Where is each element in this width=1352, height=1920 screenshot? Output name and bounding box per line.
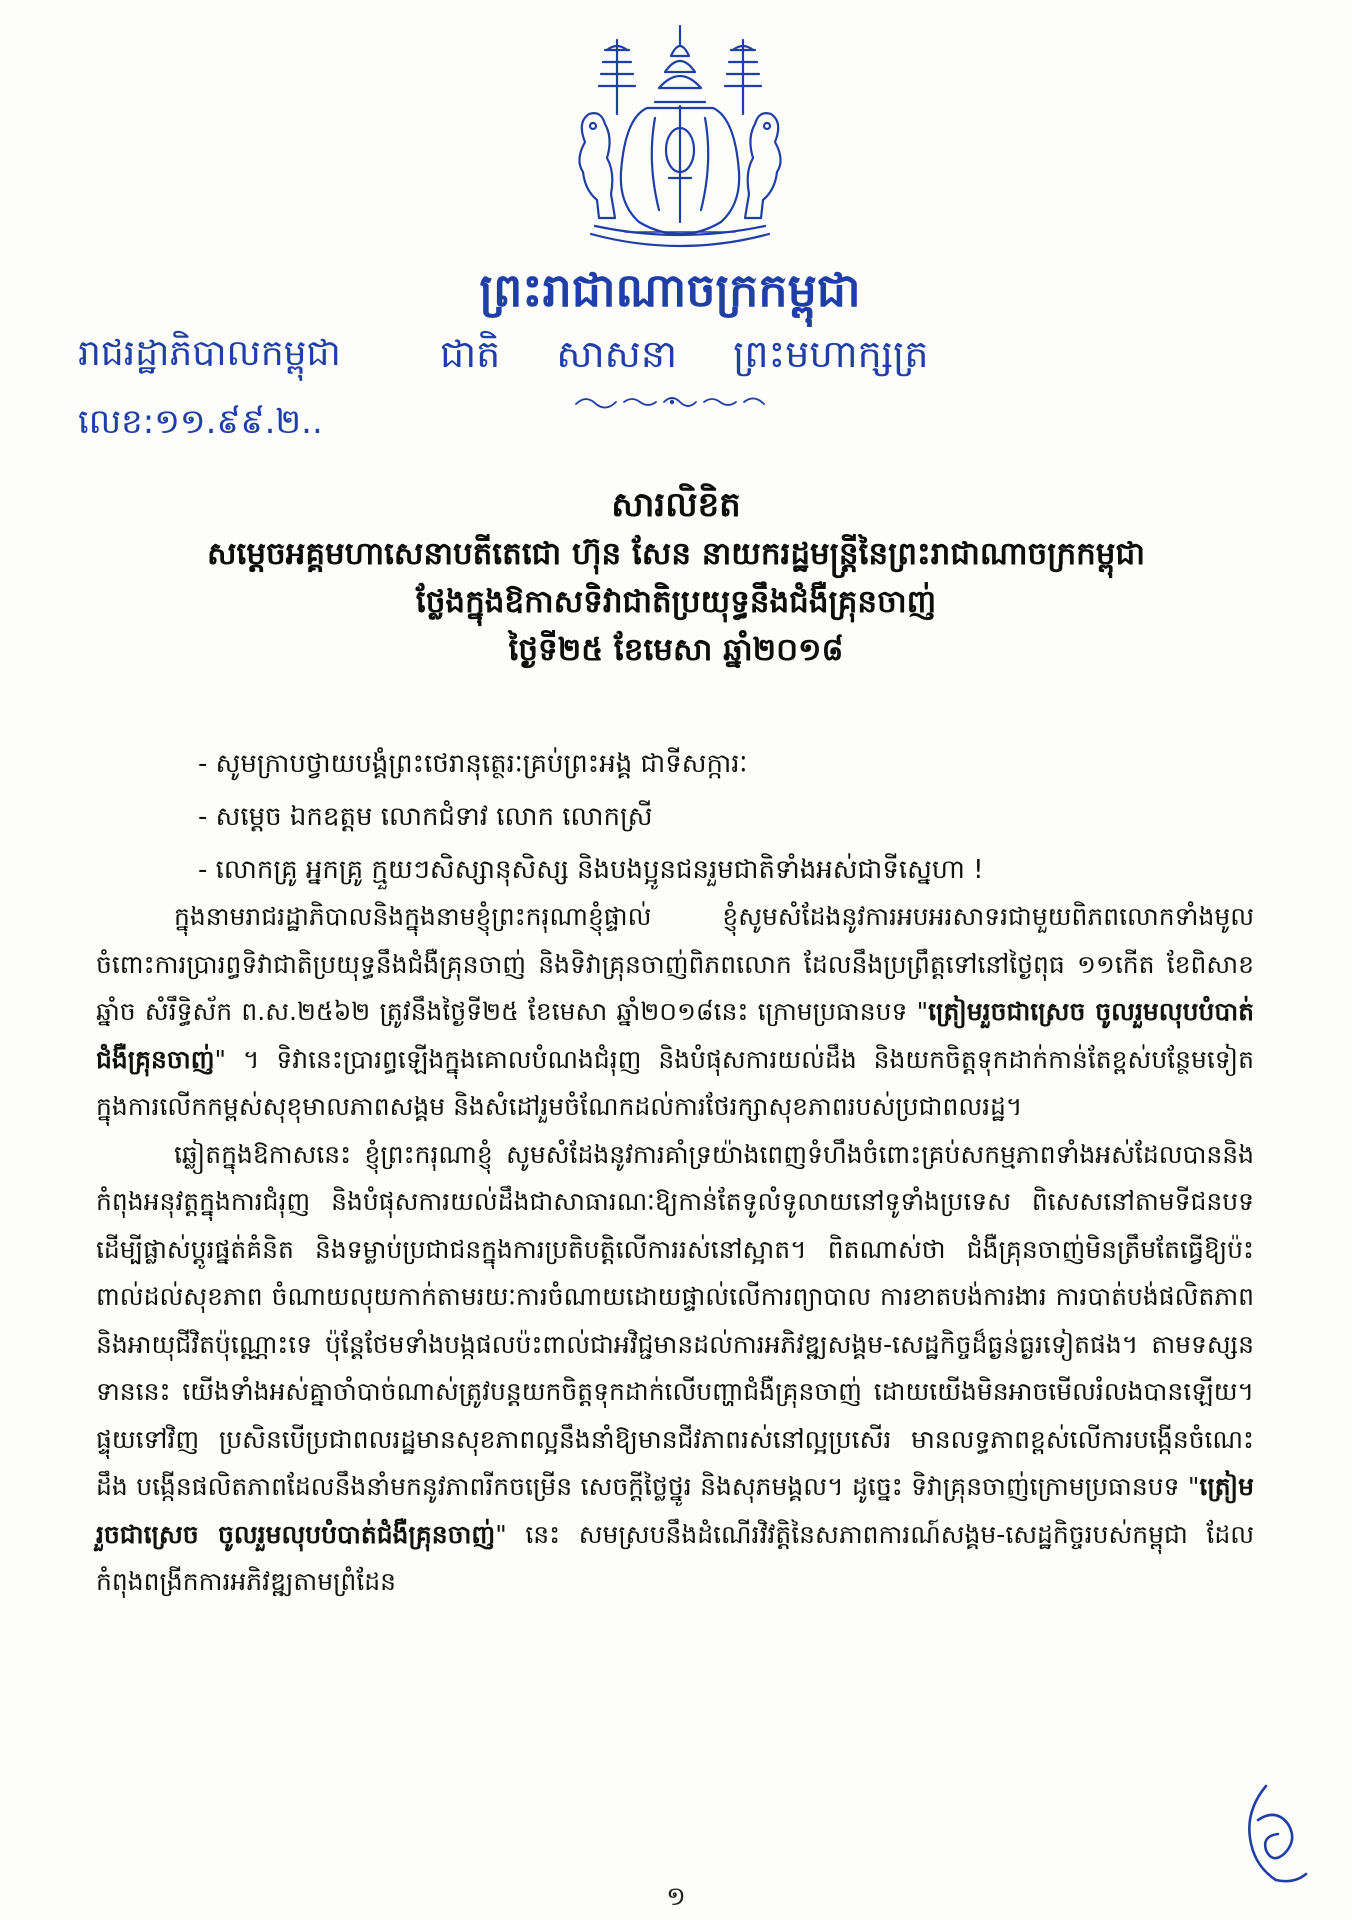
date-title: ថ្ងៃទី២៥ ខែមេសា ឆ្នាំ២០១៨ bbox=[508, 632, 844, 668]
government-name: រាជរដ្ឋាភិបាលកម្ពុជា bbox=[78, 333, 341, 374]
body-paragraph-2 bbox=[96, 1131, 1254, 1606]
royal-coat-of-arms-icon bbox=[555, 22, 805, 260]
kingdom-name: ព្រះរាជាណាចក្រកម្ពុជា bbox=[479, 263, 861, 317]
campaign-theme: ត្រៀមរួចជាស្រេច ចូលរួមលុបបំបាត់ជំងឺគ្រុនចាញ់ bbox=[96, 1472, 1254, 1549]
paragraph-text: ក្នុងនាមរាជរដ្ឋាភិបាលនិងក្នុងនាមខ្ញុំព្រះករុណាខ្ញុំផ្ទាល់ ខ្ញុំសូមសំដែងនូវការអបអរសាទរជាមួយពិភពលោកទាំងមូល ចំពោះការប្រារព្ធទិវាជាតិប្រយុទ្ធនឹងជំងឺគ្រុនចាញ់ និងទិវាគ្រុនចាញ់ពិភពលោក ដែលនឹងប្រព្រឹត្តទៅនៅថ្ងៃពុធ ១១កើត ខែពិសាខ ឆ្នាំច សំរឹទ្ធិស័ក ព.ស.២៥៦២ ត្រូវនឹងថ្ងៃទី២៥ ខែមេសា ឆ្នាំ២០១៨នេះ ក្រោមប្រធានបទ " bbox=[96, 902, 1254, 1026]
signature-icon bbox=[1236, 1780, 1316, 1892]
document-type-title: សារលិខិត bbox=[611, 485, 741, 525]
paragraph-text: ឆ្លៀតក្នុងឱកាសនេះ ខ្ញុំព្រះករុណាខ្ញុំ សូមសំដែងនូវការគាំទ្រយ៉ាងពេញទំហឹងចំពោះគ្រប់សកម្មភាពទាំងអស់ដែលបាននិងកំពុងអនុវត្តក្នុងការជំរុញ និងបំផុសការយល់ដឹងជាសាធារណៈឱ្យកាន់តែទូលំទូលាយនៅទូទាំងប្រទេស ពិសេសនៅតាមទីជនបទ ដើម្បីផ្លាស់ប្តូរផ្នត់គំនិត និងទម្លាប់ប្រជាជនក្នុងការប្រតិបត្តិលើការរស់នៅស្អាត។ ពិតណាស់ថា ជំងឺគ្រុនចាញ់មិនត្រឹមតែធ្វើឱ្យប៉ះពាល់ដល់សុខភាព ចំណាយលុយកាក់តាមរយៈការចំណាយដោយផ្ទាល់លើការព្យាបាល ការខាតបង់ការងារ ការបាត់បង់ផលិតភាព និងអាយុជីវិតប៉ុណ្ណោះទេ ប៉ុន្តែថែមទាំងបង្កផលប៉ះពាល់ជាអវិជ្ជមានដល់ការអភិវឌ្ឍសង្គម-សេដ្ឋកិច្ចដ៏ធ្ងន់ធ្ងរទៀតផង។ តាមទស្សនទាននេះ យើងទាំងអស់គ្នាចាំបាច់ណាស់ត្រូវបន្តយកចិត្តទុកដាក់លើបញ្ហាជំងឺគ្រុនចាញ់ ដោយយើងមិនអាចមើលរំលងបានឡើយ។ ផ្ទុយទៅវិញ ប្រសិនបើប្រជាពលរដ្ឋមានសុខភាពល្អនឹងនាំឱ្យមានជីវភាពរស់នៅល្អប្រសើរ មានលទ្ធភាពខ្ពស់លើការបង្កើនចំណេះដឹង បង្កើនផលិតភាពដែលនឹងនាំមកនូវភាពរីកចម្រើន សេចក្តីថ្លៃថ្នូរ និងសុភមង្គល។ ដូច្នេះ ទិវាគ្រុនចាញ់ក្រោមប្រធានបទ " bbox=[96, 1139, 1254, 1501]
paragraph-text: " ។ ទិវានេះប្រារព្ធឡើងក្នុងគោលបំណងជំរុញ និងបំផុសការយល់ដឹង និងយកចិត្តទុកដាក់កាន់តែខ្ពស់បន្ថែមទៀត ក្នុងការលើកកម្ពស់សុខុមាលភាពសង្គម និងសំដៅរួមចំណែកដល់ការថែរក្សាសុខភាពរបស់ប្រជាពលរដ្ឋ។ bbox=[96, 1044, 1254, 1121]
document-number: លេខ:១១.៩៩.២.. bbox=[78, 402, 323, 442]
motto-nation: ជាតិ bbox=[440, 332, 501, 376]
ornament-divider-icon bbox=[572, 390, 772, 414]
speaker-title: សម្តេចអគ្គមហាសេនាបតីតេជោ ហ៊ុន សែន នាយករដ្ឋមន្ត្រីនៃព្រះរាជាណាចក្រកម្ពុជា bbox=[206, 536, 1145, 572]
letter-body bbox=[96, 893, 1254, 1606]
occasion-title: ថ្លែងក្នុងឱកាសទិវាជាតិប្រយុទ្ធនឹងជំងឺគ្រុនចាញ់ bbox=[415, 584, 937, 620]
motto-religion: សាសនា bbox=[556, 332, 678, 376]
body-paragraph-1 bbox=[96, 893, 1254, 1131]
salutation-item: - សូមក្រាបថ្វាយបង្គំព្រះថេរានុត្ថេរៈគ្រប់ព្រះអង្គ ជាទីសក្ការៈ bbox=[198, 749, 748, 779]
national-motto bbox=[440, 330, 929, 386]
campaign-theme: ត្រៀមរួចជាស្រេច ចូលរួមលុបបំបាត់ជំងឺគ្រុនចាញ់ bbox=[96, 997, 1254, 1074]
page-number: ១ bbox=[666, 1882, 686, 1912]
salutation-item: - លោកគ្រូ អ្នកគ្រូ ក្មួយៗសិស្សានុសិស្ស និងបងប្អូនជនរួមជាតិទាំងអស់ជាទីស្នេហា ! bbox=[198, 855, 984, 885]
paragraph-text: " នេះ សមស្របនឹងដំណើរវិវត្តិនៃសភាពការណ៍សង្គម-សេដ្ឋកិច្ចរបស់កម្ពុជា ដែលកំពុងពង្រីកការអភិវឌ្ឍតាមព្រំដែន bbox=[96, 1519, 1254, 1596]
title-block bbox=[60, 480, 1292, 674]
salutation-item: - សម្តេច ឯកឧត្តម លោកជំទាវ លោក លោកស្រី bbox=[198, 802, 653, 832]
salutations-list bbox=[198, 738, 1198, 897]
motto-king: ព្រះមហាក្សត្រ bbox=[733, 332, 929, 376]
